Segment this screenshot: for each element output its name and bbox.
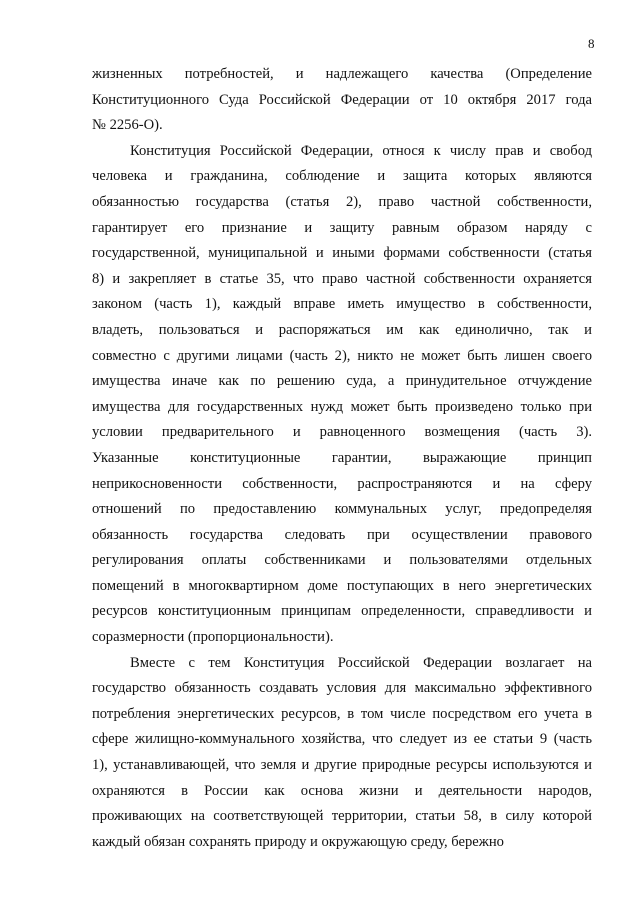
text-line: человека и гражданина, соблюдение и защита которых являются: [92, 168, 592, 185]
paragraph-1: [92, 62, 592, 139]
page-number: 8: [588, 36, 595, 51]
text-line: потребления энергетических ресурсов, в том числе посредством его учета в: [92, 705, 592, 722]
text-line: условии предварительного и равноценного возмещения (часть 3).: [92, 424, 592, 441]
text-line: имущества иначе как по решению суда, а принудительное отчуждение: [92, 373, 592, 390]
text-line: 1), устанавливающей, что земля и другие природные ресурсы используются и: [92, 757, 592, 774]
text-line: государственной, муниципальной и иными формами собственности (статья: [92, 245, 592, 262]
text-line: Конституция Российской Федерации, относя к числу прав и свобод: [130, 142, 592, 159]
text-line: имущества для государственных нужд может быть произведено только при: [92, 398, 592, 415]
text-line: помещений в многоквартирном доме поступающих в него энергетических: [92, 577, 592, 594]
text-line: сфере жилищно-коммунального хозяйства, что следует из ее статьи 9 (часть: [92, 731, 592, 748]
text-line: обязанностью государства (статья 2), право частной собственности,: [92, 193, 592, 210]
text-line: № 2256-О).: [92, 117, 163, 134]
text-line: законом (часть 1), каждый вправе иметь имущество в собственности,: [92, 296, 592, 313]
text-line: государство обязанность создавать условия для максимально эффективного: [92, 680, 592, 697]
text-line: жизненных потребностей, и надлежащего качества (Определение: [92, 66, 592, 82]
text-line: обязанность государства следовать при осуществлении правового: [92, 526, 592, 543]
document-body: [92, 62, 592, 855]
text-line: Конституционного Суда Российской Федерации от 10 октября 2017 года: [92, 91, 592, 108]
text-line: соразмерности (пропорциональности).: [92, 629, 334, 646]
text-line: каждый обязан сохранять природу и окружающую среду, бережно: [92, 833, 504, 850]
text-line: проживающих на соответствующей территории, статьи 58, в силу которой: [92, 808, 592, 825]
text-line: 8) и закрепляет в статье 35, что право частной собственности охраняется: [92, 270, 592, 287]
text-line: Указанные конституционные гарантии, выражающие принцип: [92, 449, 592, 466]
text-line: регулирования оплаты собственниками и пользователями отдельных: [92, 552, 592, 569]
text-line: Вместе с тем Конституция Российской Федерации возлагает на: [130, 654, 592, 671]
text-line: владеть, пользоваться и распоряжаться им как единолично, так и: [92, 321, 592, 338]
paragraph-3: [92, 651, 592, 856]
text-line: отношений по предоставлению коммунальных услуг, предопределяя: [92, 501, 592, 518]
text-line: охраняются в России как основа жизни и деятельности народов,: [92, 782, 592, 799]
text-line: гарантирует его признание и защиту равным образом наряду с: [92, 219, 592, 236]
text-line: совместно с другими лицами (часть 2), никто не может быть лишен своего: [92, 347, 592, 364]
text-line: ресурсов конституционным принципам определенности, справедливости и: [92, 603, 592, 620]
text-line: неприкосновенности собственности, распространяются и на сферу: [92, 475, 592, 492]
paragraph-2: [92, 139, 592, 651]
